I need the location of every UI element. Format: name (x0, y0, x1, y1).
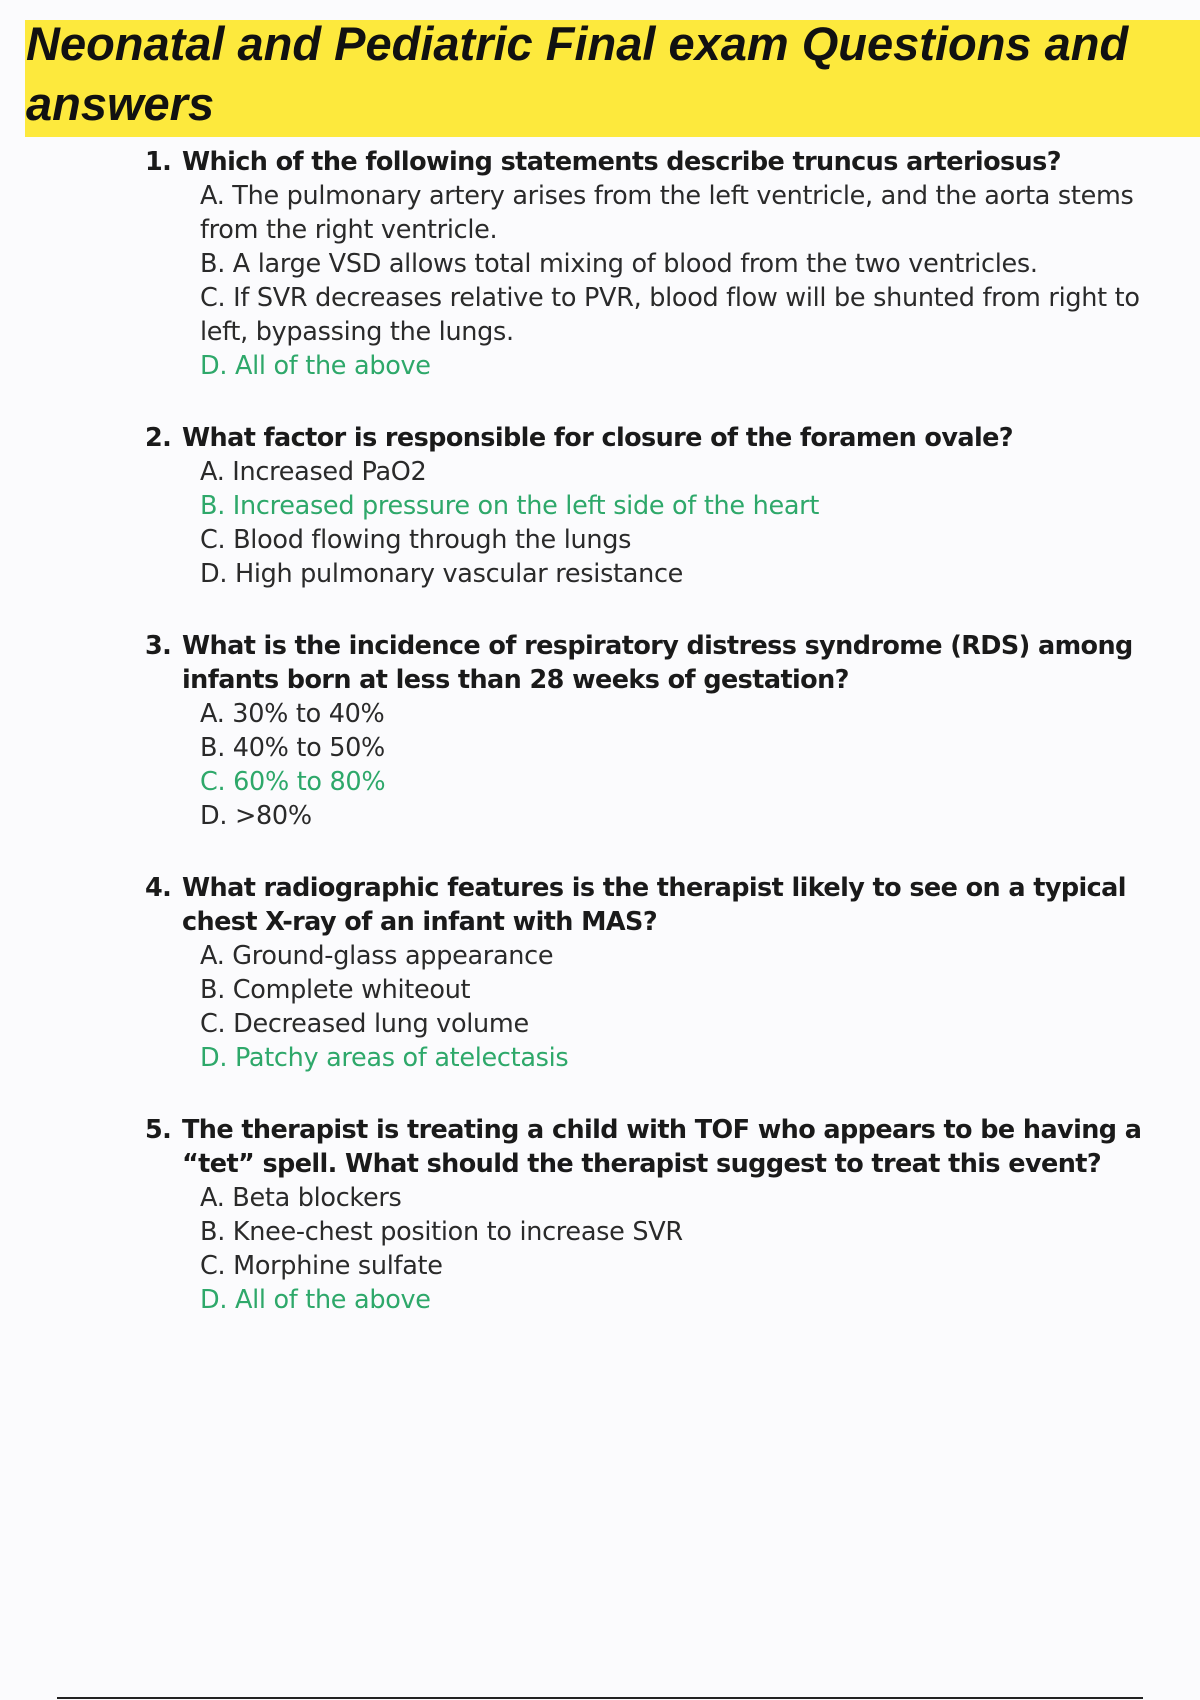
question-3 (145, 629, 1145, 833)
question-5 (145, 1113, 1145, 1317)
answer-option: C. Morphine sulfate (200, 1251, 443, 1281)
question-text: What is the incidence of respiratory distress syndrome (RDS) among infants born at less than 28 weeks of gestation? (182, 631, 1133, 695)
correct-answer-option: D. Patchy areas of atelectasis (200, 1043, 569, 1073)
question-2 (145, 421, 1145, 591)
answer-option: A. Ground-glass appearance (200, 941, 554, 971)
answer-option: C. Decreased lung volume (200, 1009, 529, 1039)
question-number: 1. (145, 147, 172, 177)
question-1 (145, 145, 1145, 383)
footer-divider (57, 1697, 1143, 1699)
answer-option: C. If SVR decreases relative to PVR, blood flow will be shunted from right to left, bypassing the lungs. (200, 283, 1140, 347)
answer-option: D. High pulmonary vascular resistance (200, 559, 684, 589)
answer-options (200, 179, 1145, 383)
question-4 (145, 871, 1145, 1075)
question-text: What radiographic features is the therapist likely to see on a typical chest X-ray of an infant with MAS? (182, 873, 1126, 937)
answer-option: A. 30% to 40% (200, 699, 385, 729)
question-text: Which of the following statements describe truncus arteriosus? (182, 147, 1061, 177)
question-text: The therapist is treating a child with TOF who appears to be having a “tet” spell. What should the therapist suggest to treat this event? (182, 1115, 1142, 1179)
answer-option: A. Beta blockers (200, 1183, 402, 1213)
question-number: 5. (145, 1115, 172, 1145)
answer-option: B. Knee-chest position to increase SVR (200, 1217, 683, 1247)
question-stem (145, 145, 1145, 179)
answer-option: B. A large VSD allows total mixing of blood from the two ventricles. (200, 249, 1038, 279)
answer-option: B. Complete whiteout (200, 975, 471, 1005)
correct-answer-option: B. Increased pressure on the left side of the heart (200, 491, 820, 521)
question-number: 3. (145, 631, 172, 661)
answer-option: A. Increased PaO2 (200, 457, 427, 487)
answer-options (200, 455, 1145, 591)
page-title: Neonatal and Pediatric Final exam Questions and answers (26, 17, 1129, 130)
question-stem (145, 1113, 1145, 1181)
answer-option: B. 40% to 50% (200, 733, 385, 763)
question-list (145, 145, 1145, 1355)
question-number: 4. (145, 873, 172, 903)
correct-answer-option: D. All of the above (200, 1285, 431, 1315)
question-stem (145, 871, 1145, 939)
answer-option: D. >80% (200, 801, 312, 831)
answer-option: C. Blood flowing through the lungs (200, 525, 632, 555)
question-text: What factor is responsible for closure of the foramen ovale? (182, 423, 1013, 453)
question-number: 2. (145, 423, 172, 453)
answer-options (200, 697, 1145, 833)
correct-answer-option: D. All of the above (200, 351, 431, 381)
correct-answer-option: C. 60% to 80% (200, 767, 386, 797)
question-stem (145, 421, 1145, 455)
question-stem (145, 629, 1145, 697)
answer-options (200, 939, 1145, 1075)
answer-options (200, 1181, 1145, 1317)
answer-option: A. The pulmonary artery arises from the left ventricle, and the aorta stems from the right ventricle. (200, 181, 1134, 245)
